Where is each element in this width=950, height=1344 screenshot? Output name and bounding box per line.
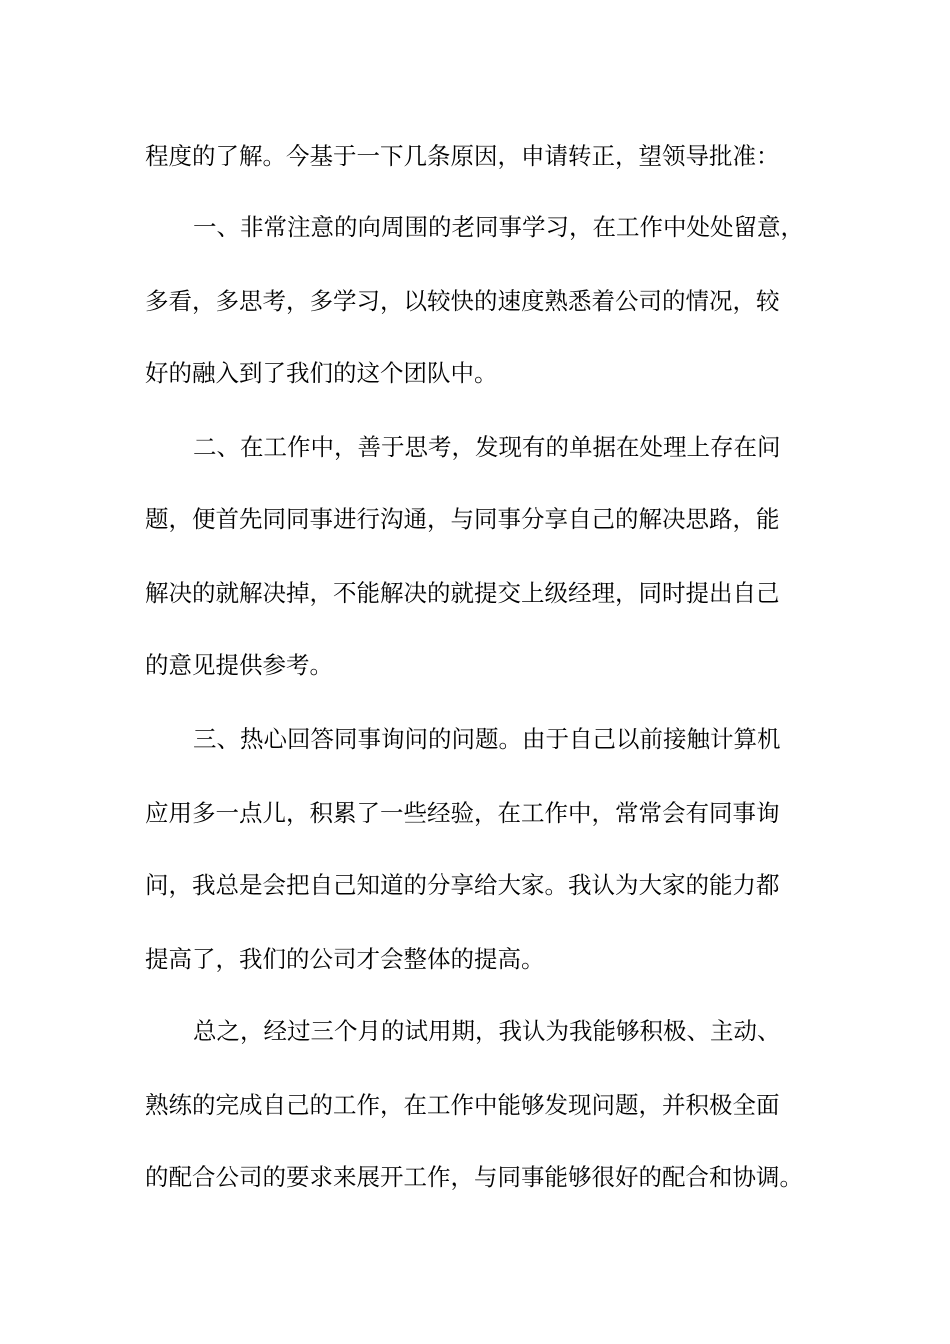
paragraph-line: 问，我总是会把自己知道的分享给大家。我认为大家的能力都 [145, 871, 780, 899]
paragraph-line: 解决的就解决掉，不能解决的就提交上级经理，同时提出自己 [145, 579, 780, 607]
paragraph-line: 的配合公司的要求来展开工作，与同事能够很好的配合和协调。 [145, 1163, 803, 1191]
paragraph-line: 应用多一点儿，积累了一些经验，在工作中，常常会有同事询 [145, 799, 780, 827]
paragraph-line: 题，便首先同同事进行沟通，与同事分享自己的解决思路，能 [145, 505, 780, 533]
paragraph-line: 三、热心回答同事询问的问题。由于自己以前接触计算机 [193, 725, 781, 753]
paragraph-line: 总之，经过三个月的试用期，我认为我能够积极、主动、 [193, 1017, 781, 1045]
paragraph-line: 好的融入到了我们的这个团队中。 [145, 359, 498, 387]
paragraph-line: 多看，多思考，多学习，以较快的速度熟悉着公司的情况，较 [145, 287, 780, 315]
paragraph-line: 一、非常注意的向周围的老同事学习，在工作中处处留意， [193, 213, 804, 241]
paragraph-line: 的意见提供参考。 [145, 651, 333, 679]
paragraph-line: 程度的了解。今基于一下几条原因，申请转正，望领导批准： [145, 142, 780, 170]
paragraph-line: 熟练的完成自己的工作，在工作中能够发现问题，并积极全面 [145, 1091, 780, 1119]
paragraph-line: 二、在工作中，善于思考，发现有的单据在处理上存在问 [193, 433, 781, 461]
paragraph-line: 提高了，我们的公司才会整体的提高。 [145, 945, 545, 973]
